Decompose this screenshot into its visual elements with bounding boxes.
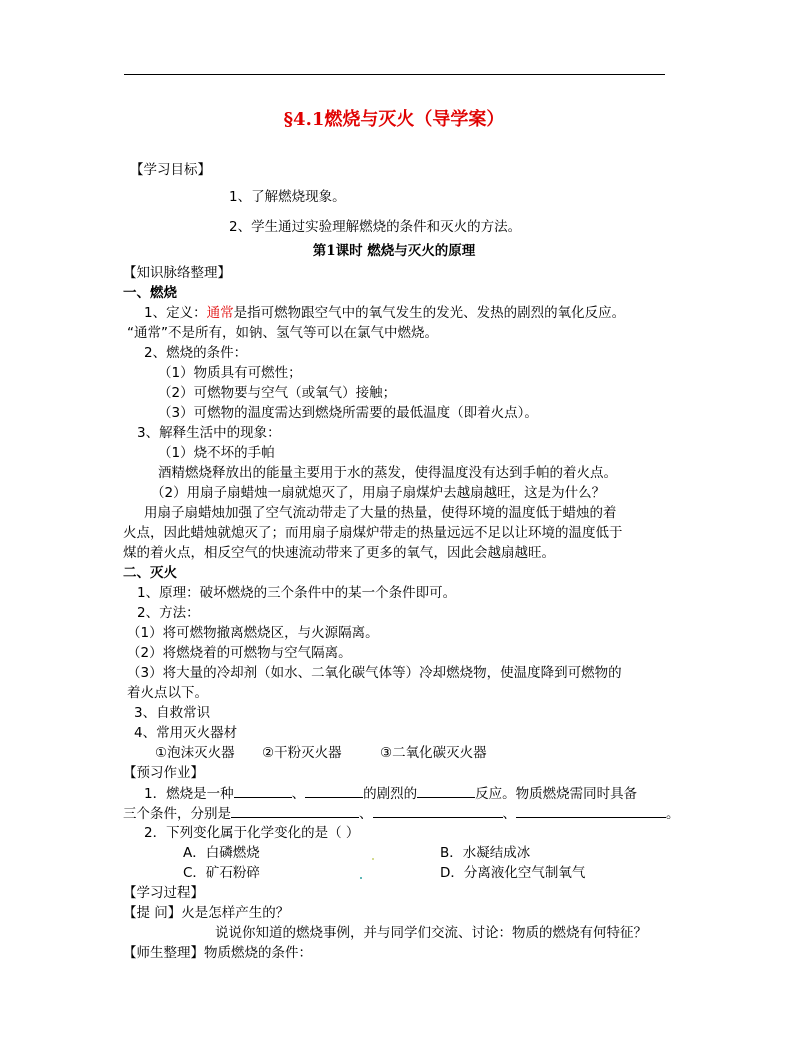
example-2-body-1: 用扇子扇蜡烛加强了空气流动带走了大量的热量，使得环境的温度低于蜡烛的着 (144, 505, 617, 521)
ask-body: 说说你知道的燃烧事例，并与同学们交流、讨论：物质的燃烧有何特征？ (215, 925, 647, 941)
scan-speck (372, 858, 374, 860)
q1-text-1: 1．燃烧是一种 (144, 786, 234, 802)
q1-text-2: 、 (291, 786, 306, 802)
q1-condition-blank-2[interactable] (373, 803, 503, 818)
summary-line (123, 943, 312, 963)
summary-text: 物质燃烧的条件： (204, 945, 312, 961)
q1-condition-blank-3[interactable] (516, 803, 666, 818)
option-d: D．分离液化空气制氧气 (440, 865, 586, 881)
explain-heading: 3、解释生活中的现象： (137, 425, 281, 441)
option-b: B．水凝结成冰 (440, 845, 531, 861)
conditions-heading: 2、燃烧的条件： (144, 345, 248, 361)
question-1-line-2 (123, 803, 680, 824)
self-rescue: 3、自救常识 (134, 705, 211, 721)
definition-line (144, 303, 625, 323)
methods-heading: 2、方法： (137, 605, 200, 621)
example-2-body-3: 煤的着火点，相反空气的快速流动带来了更多的氧气，因此会越扇越旺。 (123, 545, 555, 561)
q1-line2-end: 。 (666, 806, 680, 822)
equipment-co2: ③二氧化碳灭火器 (380, 745, 487, 761)
example-1-body: 酒精燃烧释放出的能量主要用于水的蒸发，使得温度没有达到手帕的着火点。 (158, 465, 617, 481)
summary-label: 【师生整理】 (123, 945, 204, 961)
definition-note: “通常”不是所有，如钠、氢气等可以在氯气中燃烧。 (127, 325, 438, 341)
example-1: （1）烧不坏的手帕 (158, 445, 275, 461)
option-a: A．白磷燃烧 (183, 845, 260, 861)
q1-text-4: 反应。物质燃烧需同时具备 (475, 786, 638, 802)
ask-line (123, 903, 289, 923)
method-3-line-2: 着火点以下。 (127, 685, 208, 701)
scan-speck (360, 877, 362, 879)
definition-text: 是指可燃物跟空气中的氧气发生的发光、发热的剧烈的氧化反应。 (233, 305, 626, 321)
q1-blank-1[interactable] (234, 783, 292, 798)
q1-condition-blank-1[interactable] (231, 803, 359, 818)
section-combustion: 一、燃烧 (123, 285, 177, 301)
q1-blank-2[interactable] (305, 783, 363, 798)
example-2: （2）用扇子扇蜡烛一扇就熄灭了，用扇子扇煤炉去越扇越旺，这是为什么？ (151, 485, 606, 501)
method-3-line-1: （3）将大量的冷却剂（如水、二氧化碳气体等）冷却燃烧物，使温度降到可燃物的 (127, 665, 622, 681)
condition-1: （1）物质具有可燃性； (158, 365, 302, 381)
q1-line2-text: 三个条件，分别是 (123, 806, 231, 822)
equipment-foam: ①泡沫灭火器 (155, 745, 235, 761)
equipment-heading: 4、常用灭火器材 (134, 725, 238, 741)
method-1: （1）将可燃物撤离燃烧区，与火源隔离。 (127, 625, 379, 641)
objective-item-1: 1、了解燃烧现象。 (229, 189, 346, 205)
preview-heading: 【预习作业】 (123, 765, 204, 781)
definition-highlight: 通常 (206, 305, 234, 321)
q1-line2-sep-1: 、 (359, 806, 373, 822)
method-2: （2）将燃烧着的可燃物与空气隔离。 (127, 645, 352, 661)
ask-text: 火是怎样产生的？ (181, 905, 290, 921)
objectives-heading: 【学习目标】 (130, 162, 211, 178)
question-2: 2．下列变化属于化学变化的是（ ） (144, 825, 360, 841)
q1-text-3: 的剧烈的 (363, 786, 418, 802)
section-extinguish: 二、灭火 (123, 565, 177, 581)
knowledge-heading: 【知识脉络整理】 (123, 265, 231, 281)
equipment-powder: ②干粉灭火器 (262, 745, 342, 761)
objective-item-2: 2、学生通过实验理解燃烧的条件和灭火的方法。 (229, 219, 522, 235)
question-1-line-1 (144, 783, 637, 804)
header-rule (124, 74, 665, 75)
q1-line2-sep-2: 、 (502, 806, 516, 822)
condition-3: （3）可燃物的温度需达到燃烧所需要的最低温度（即着火点）。 (158, 405, 538, 421)
condition-2: （2）可燃物要与空气（或氧气）接触； (158, 385, 397, 401)
option-c: C．矿石粉碎 (183, 865, 260, 881)
ask-label: 【提 问】 (123, 905, 182, 921)
principle: 1、原理：破坏燃烧的三个条件中的某一个条件即可。 (137, 585, 457, 601)
example-2-body-2: 火点，因此蜡烛就熄灭了；而用扇子扇煤炉带走的热量远远不足以让环境的温度低于 (123, 525, 623, 541)
process-heading: 【学习过程】 (123, 885, 204, 901)
lesson-title: 第1课时 燃烧与灭火的原理 (312, 243, 476, 259)
definition-prefix: 1、定义： (144, 305, 207, 321)
q1-blank-3[interactable] (417, 783, 475, 798)
page-title: §4.1燃烧与灭火（导学案） (283, 109, 505, 130)
